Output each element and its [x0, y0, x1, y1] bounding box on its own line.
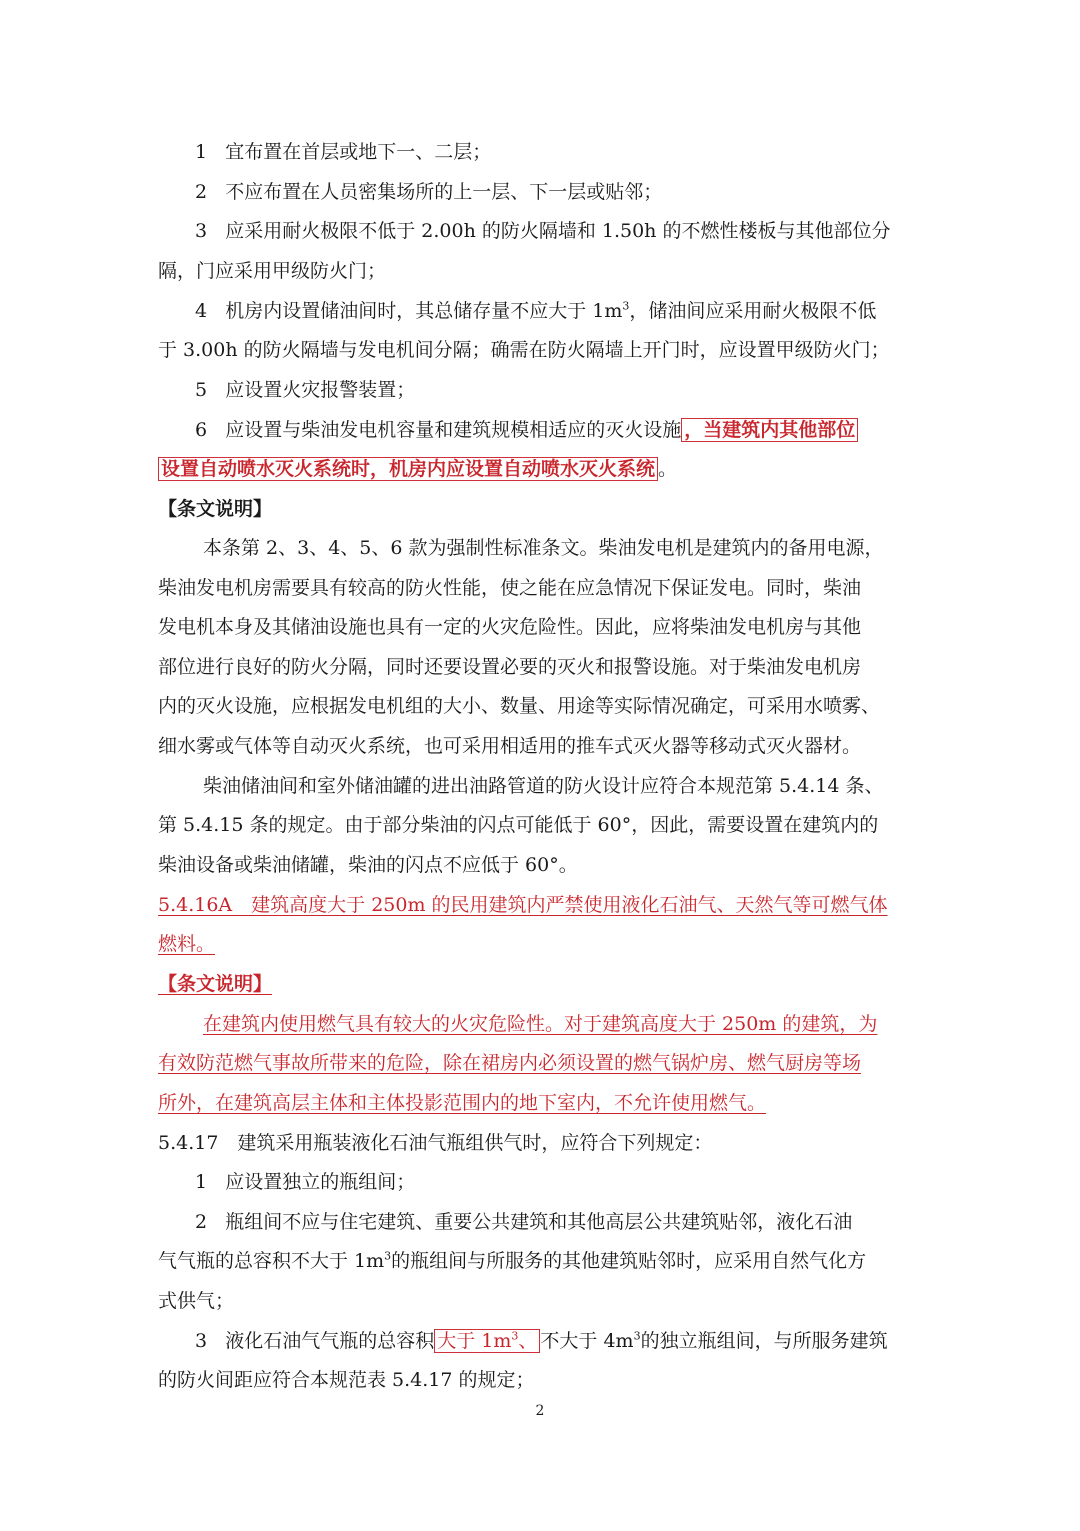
- item-3: 3 应采用耐火极限不低于 2.00h 的防火隔墙和 1.50h 的不燃性楼板与其他部位分: [195, 220, 891, 242]
- item-5: 5 应设置火灾报警装置；: [195, 379, 416, 401]
- item-6-cont: 设置自动喷水灭火系统时，机房内应设置自动喷水灭火系统 。: [158, 455, 958, 483]
- clause-16a-explain: 有效防范燃气事故所带来的危险，除在裙房内必须设置的燃气锅炉房、燃气厨房等场: [158, 1052, 862, 1074]
- item-4: 4 机房内设置储油间时，其总储存量不应大于 $1m^3$，储油间应采用耐火极限不低: [195, 299, 877, 322]
- explain-line: 本条第 2、3、4、5、6 款为强制性标准条文。柴油发电机是建筑内的备用电源，: [203, 537, 884, 559]
- explain-heading: 【条文说明】: [158, 498, 273, 520]
- explain-line: 部位进行良好的防火分隔，同时还要设置必要的灭火和报警设施。对于柴油发电机房: [158, 656, 862, 678]
- explain-line: 内的灭火设施，应根据发电机组的大小、数量、用途等实际情况确定，可采用水喷雾、: [158, 695, 881, 717]
- clause-17-item-3: 3 液化石油气气瓶的总容积 大于 $1m^3$、 不大于 $4m^3$的独立瓶组间，与所服务建筑: [195, 1329, 888, 1352]
- highlight-box: 设置自动喷水灭火系统时，机房内应设置自动喷水灭火系统: [158, 457, 658, 481]
- explain-line: 柴油发电机房需要具有较高的防火性能，使之能在应急情况下保证发电。同时，柴油: [158, 577, 862, 599]
- clause-16a-explain: 所外，在建筑高层主体和主体投影范围内的地下室内，不允许使用燃气。: [158, 1092, 767, 1114]
- clause-17-item-2-cont: 气气瓶的总容积不大于 $1m^3$的瓶组间与所服务的其他建筑贴邻时，应采用自然气化方: [158, 1249, 867, 1272]
- clause-16a-cont: 燃料。: [158, 933, 216, 955]
- explain-line: 细水雾或气体等自动灭火系统，也可采用相适用的推车式灭火器等移动式灭火器材。: [158, 735, 862, 757]
- explain-line: 柴油储油间和室外储油罐的进出油路管道的防火设计应符合本规范第 5.4.14 条、: [203, 775, 884, 797]
- explain-line: 发电机本身及其储油设施也具有一定的火灾危险性。因此，应将柴油发电机房与其他: [158, 616, 862, 638]
- clause-17-item-1: 1 应设置独立的瓶组间；: [195, 1171, 416, 1193]
- explain-line: 柴油设备或柴油储罐，柴油的闪点不应低于 60°。: [158, 854, 578, 876]
- clause-17-item-2-cont2: 式供气；: [158, 1290, 235, 1312]
- item-3-cont: 隔，门应采用甲级防火门；: [158, 260, 387, 282]
- clause-17-title: 5.4.17 建筑采用瓶装液化石油气瓶组供气时，应符合下列规定：: [158, 1132, 713, 1154]
- clause-17-item-3-cont: 的防火间距应符合本规范表 5.4.17 的规定；: [158, 1369, 535, 1391]
- clause-16a-title: 5.4.16A 建筑高度大于 250m 的民用建筑内严禁使用液化石油气、天然气等可燃气体: [158, 894, 888, 916]
- explain-line: 第 5.4.15 条的规定。由于部分柴油的闪点可能低于 60°，因此，需要设置在建筑内的: [158, 814, 879, 836]
- item-2: 2 不应布置在人员密集场所的上一层、下一层或贴邻；: [195, 181, 663, 203]
- clause-17-item-2: 2 瓶组间不应与住宅建筑、重要公共建筑和其他高层公共建筑贴邻，液化石油: [195, 1211, 853, 1233]
- clause-16a-explain-heading: 【条文说明】: [158, 973, 273, 995]
- clause-16a-explain: 在建筑内使用燃气具有较大的火灾危险性。对于建筑高度大于 250m 的建筑，为: [203, 1013, 878, 1035]
- highlight-box: 大于 $1m^3$、: [434, 1329, 540, 1353]
- page-number: 2: [535, 1403, 545, 1419]
- item-6: 6 应设置与柴油发电机容量和建筑规模相适应的灭火设施 ，当建筑内其他部位: [195, 416, 995, 444]
- item-4-cont: 于 3.00h 的防火隔墙与发电机间分隔；确需在防火隔墙上开门时，应设置甲级防火门；: [158, 339, 890, 361]
- highlight-box: ，当建筑内其他部位: [681, 418, 858, 442]
- item-1: 1 宜布置在首层或地下一、二层；: [195, 141, 492, 163]
